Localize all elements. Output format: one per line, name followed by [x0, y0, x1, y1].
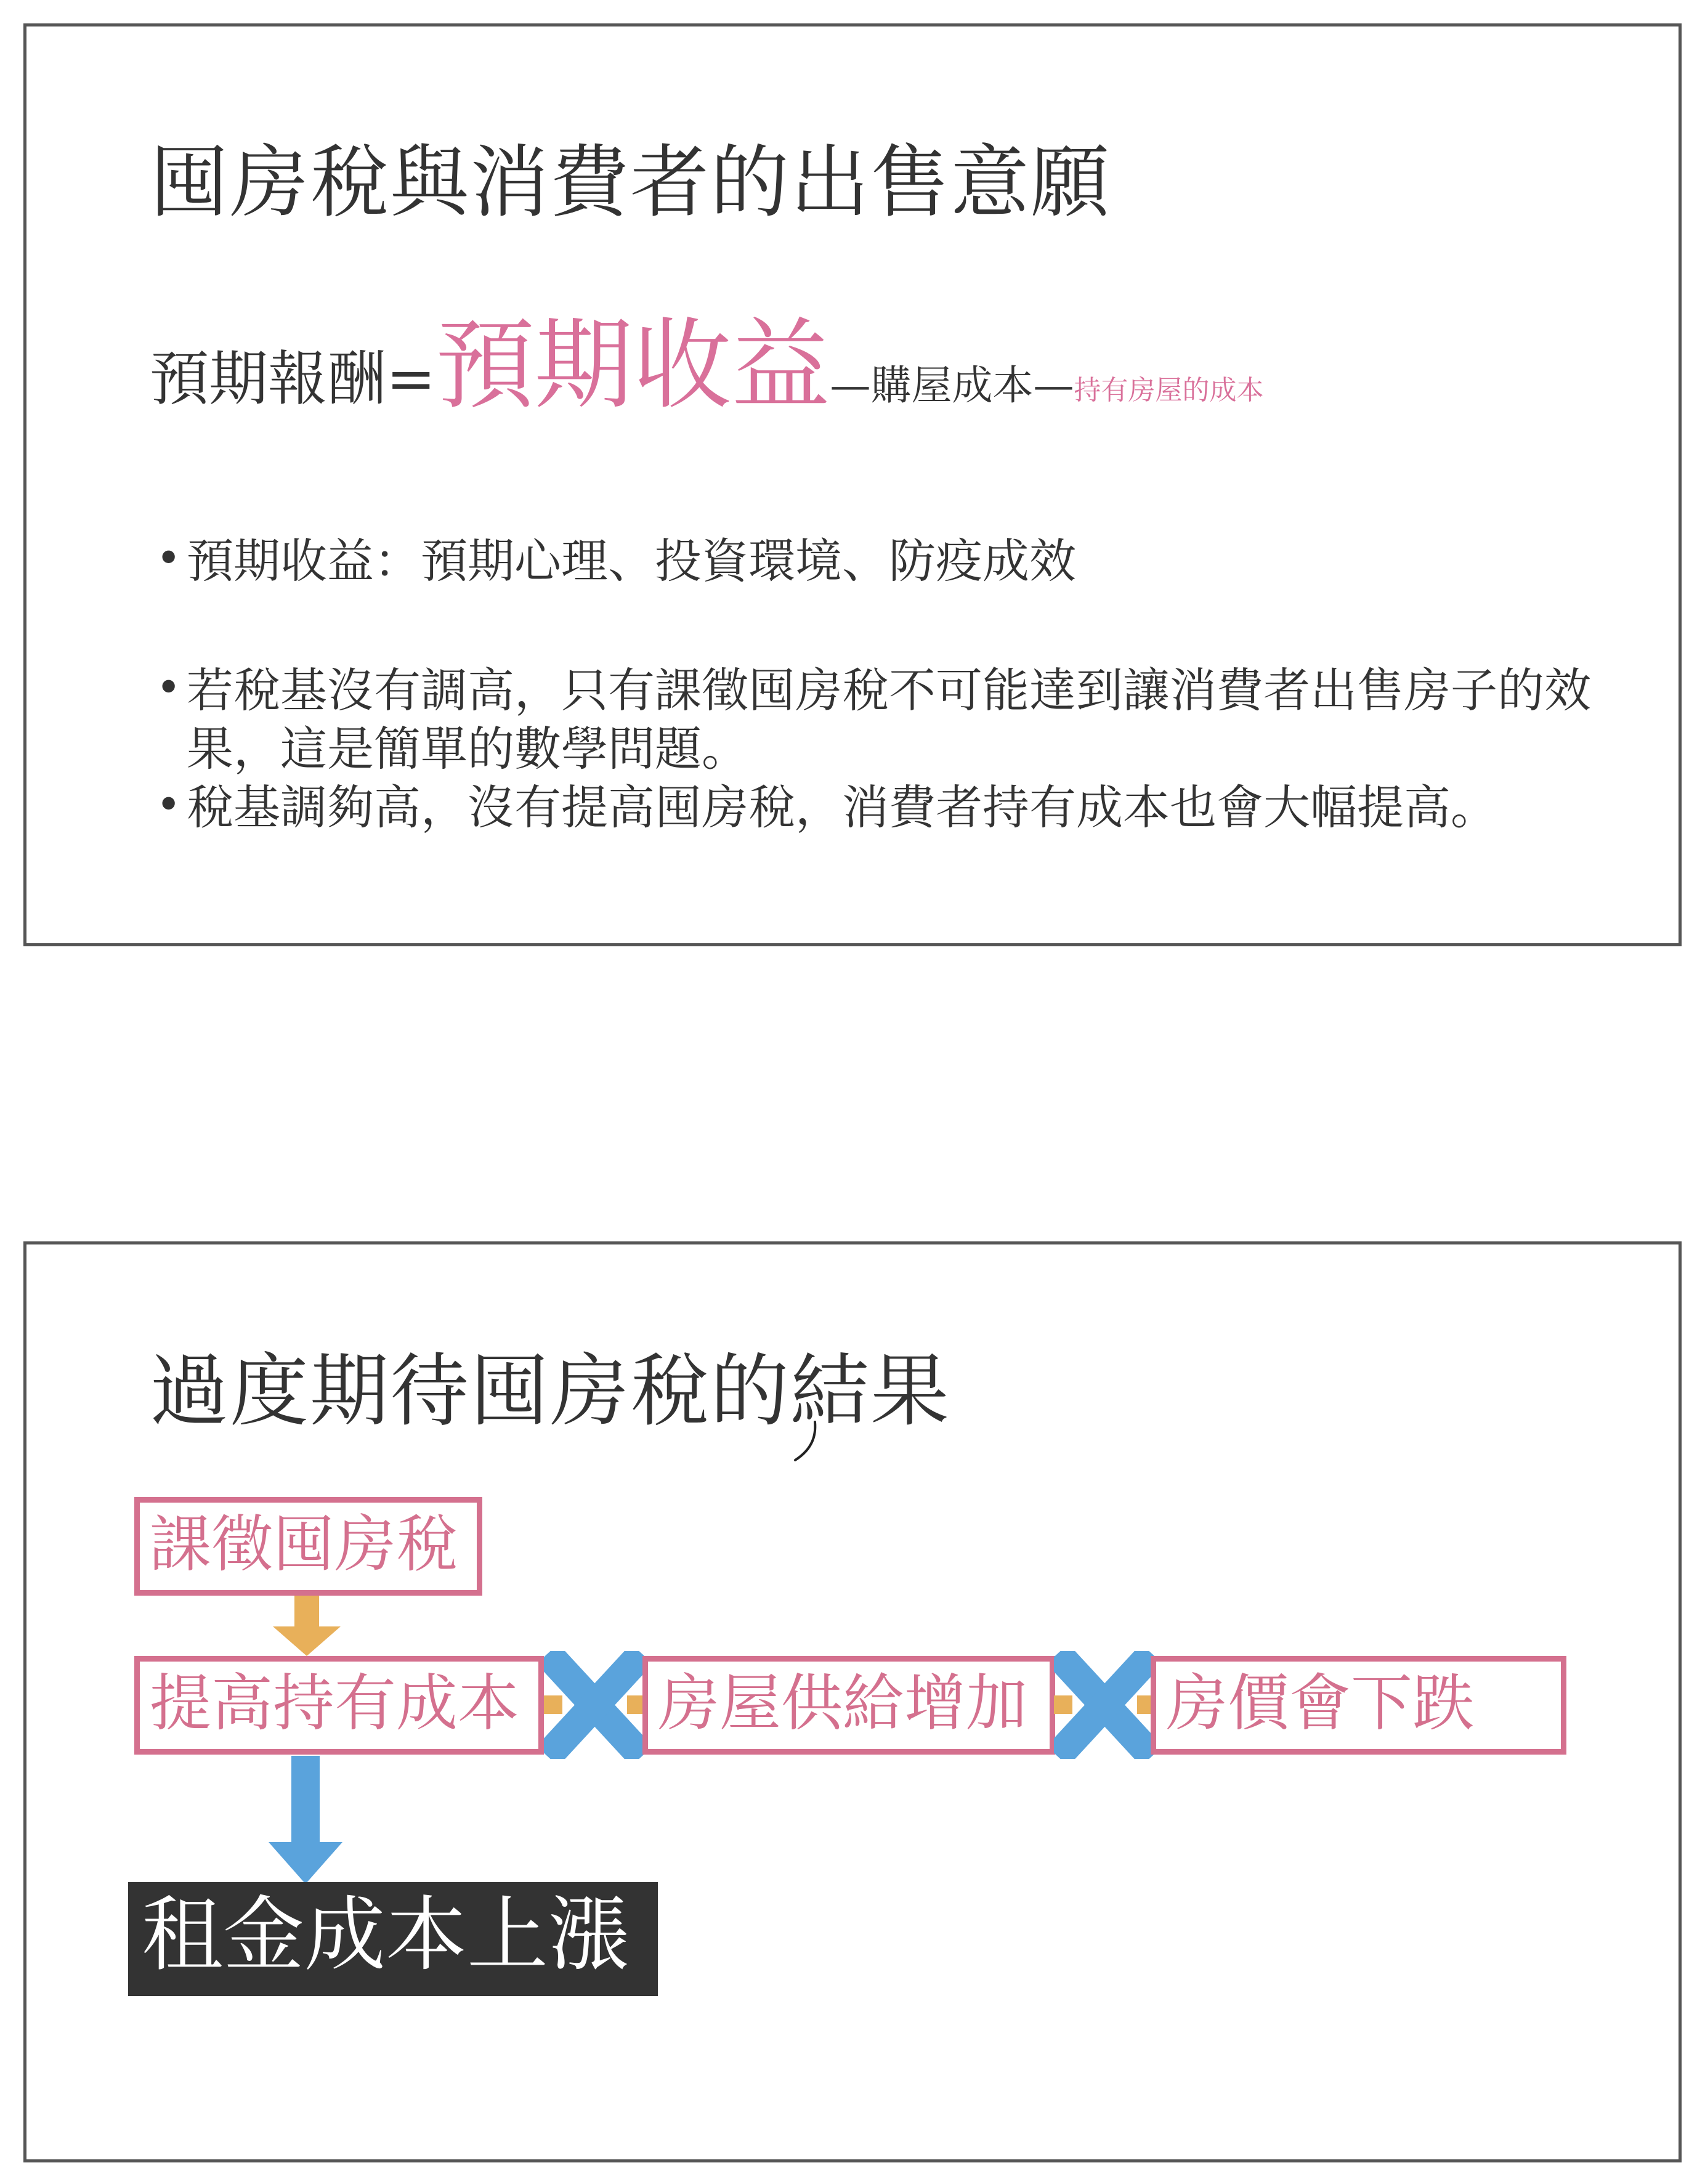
bullet-dot-icon: •	[156, 662, 182, 713]
pen-mark-icon	[790, 1417, 827, 1466]
cross-connector-icon	[1054, 1651, 1156, 1759]
formula-lhs: 預期報酬=	[150, 344, 436, 413]
slide-over-expectation-results	[23, 1241, 1682, 2162]
slide2-title: 過度期待囤房稅的結果	[150, 1346, 951, 1437]
bullet-text: 預期收益：預期心理、投資環境、防疫成效	[187, 534, 1076, 588]
expected-return-formula	[150, 307, 1264, 423]
blue-down-arrow-icon	[265, 1756, 346, 1885]
formula-holding-cost: 持有房屋的成本	[1074, 375, 1264, 406]
box-price-drop: 房價會下跌	[1151, 1656, 1566, 1755]
box-raise-holding-cost: 提高持有成本	[134, 1656, 544, 1755]
orange-down-arrow-icon	[270, 1596, 344, 1657]
bullet-item	[156, 661, 1591, 778]
box-rent-rise: 租金成本上漲	[128, 1882, 658, 1996]
slide-holding-tax-willingness	[23, 23, 1682, 946]
formula-purchase-cost: —購屋成本—	[830, 362, 1074, 409]
box-levy-tax: 課徵囤房稅	[134, 1497, 482, 1596]
bullet-dot-icon: •	[156, 533, 182, 583]
box-supply-increase: 房屋供給增加	[642, 1656, 1055, 1755]
bullet-dot-icon: •	[156, 779, 182, 830]
bullet-item	[156, 532, 1591, 590]
cross-connector-icon	[544, 1651, 646, 1759]
formula-expected-gain: 預期收益	[435, 307, 830, 423]
slide1-title: 囤房稅與消費者的出售意願	[150, 137, 1111, 229]
bullet-text: 稅基調夠高，沒有提高囤房稅，消費者持有成本也會大幅提高。	[187, 780, 1497, 835]
bullet-text: 若稅基沒有調高，只有課徵囤房稅不可能達到讓消費者出售房子的效果，這是簡單的數學問題。	[187, 663, 1591, 776]
bullet-item	[156, 778, 1591, 837]
